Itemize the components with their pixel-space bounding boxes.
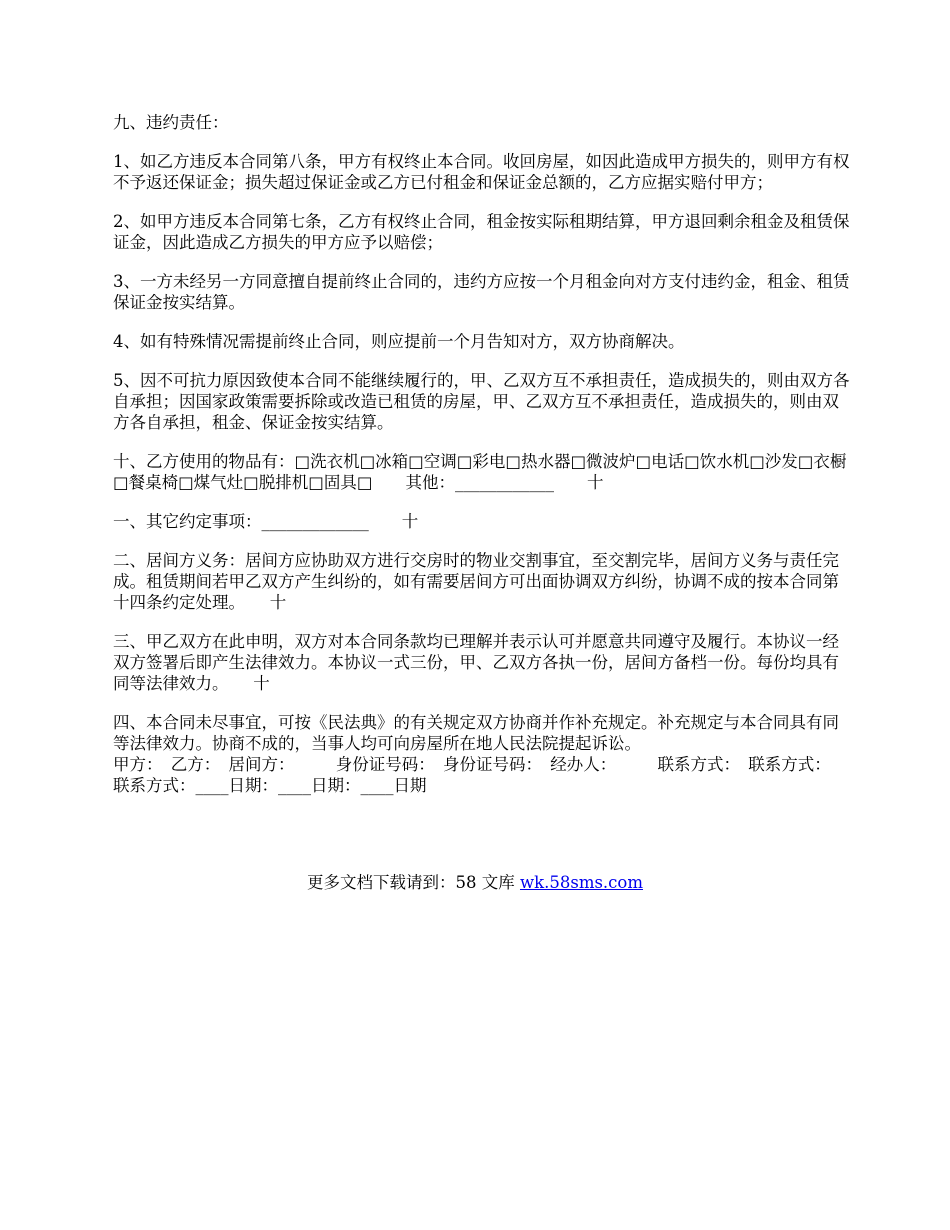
section-9-item-1: 1、如乙方违反本合同第八条，甲方有权终止本合同。收回房屋，如因此造成甲方损失的，则甲方有权不予返还保证金；损失超过保证金或乙方已付租金和保证金总额的，乙方应据实赔付甲方； xyxy=(113,152,850,192)
section-9-item-5: 5、因不可抗力原因致使本合同不能继续履行的，甲、乙双方互不承担责任，造成损失的，则由双方各自承担；因国家政策需要拆除或改造已租赁的房屋，甲、乙双方互不承担责任，造成损失的，则由双方各自承担，租金、保证金按实结算。 xyxy=(113,371,850,432)
section-9-item-2: 2、如甲方违反本合同第七条，乙方有权终止合同，租金按实际租期结算，甲方退回剩余租金及租赁保证金，因此造成乙方损失的甲方应予以赔偿； xyxy=(113,212,850,252)
section-11-other-terms: 一、其它约定事项：_____________ 十 xyxy=(113,512,419,531)
section-12-agent-duties: 二、居间方义务：居间方应协助双方进行交房时的物业交割事宜，至交割完毕，居间方义务与责任完成。租赁期间若甲乙双方产生纠纷的，如有需要居间方可出面协调双方纠纷，协调不成的按本合同第十四条约定处理。 十 xyxy=(113,551,839,612)
section-9-item-3: 3、一方未经另一方同意擅自提前终止合同的，违约方应按一个月租金向对方支付违约金，租金、租赁保证金按实结算。 xyxy=(113,272,850,312)
footer-link[interactable]: wk.58sms.com xyxy=(519,873,643,892)
document-body xyxy=(113,112,855,796)
section-9-item-4: 4、如有特殊情况需提前终止合同，则应提前一个月告知对方，双方协商解决。 xyxy=(113,332,685,351)
footer xyxy=(0,872,950,893)
signature-block: 甲方： 乙方： 居间方： 身份证号码： 身份证号码： 经办人： 联系方式： 联系方式： 联系方式：____日期：____日期：____日期 xyxy=(113,755,839,795)
section-10-items: 十、乙方使用的物品有：□洗衣机□冰箱□空调□彩电□热水器□微波炉□电话□饮水机□沙发□衣橱□餐桌椅□煤气灶□脱排机□固具□ 其他：____________ 十 xyxy=(113,452,847,492)
section-13-declaration: 三、甲乙双方在此申明，双方对本合同条款均已理解并表示认可并愿意共同遵守及履行。本协议一经双方签署后即产生法律效力。本协议一式三份，甲、乙双方各执一份，居间方备档一份。每份均具有同等法律效力。 十 xyxy=(113,632,839,693)
section-9-heading: 九、违约责任： xyxy=(113,113,229,132)
footer-text: 更多文档下载请到：58 文库 xyxy=(306,873,520,892)
section-14-supplement: 四、本合同未尽事宜，可按《民法典》的有关规定双方协商并作补充规定。补充规定与本合同具有同等法律效力。协商不成的，当事人均可向房屋所在地人民法院提起诉讼。 xyxy=(113,713,839,753)
